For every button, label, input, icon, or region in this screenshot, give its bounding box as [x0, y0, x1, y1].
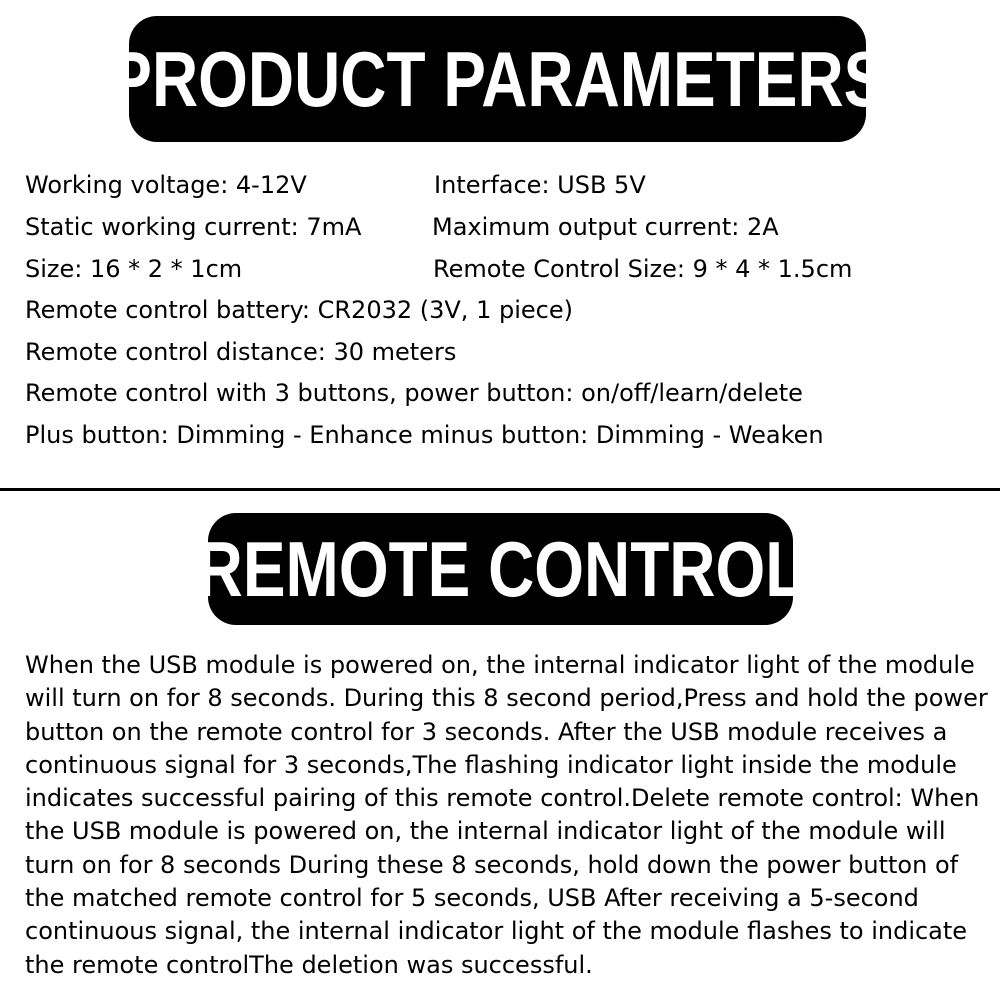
param-static-current: Static working current: 7mA	[25, 213, 362, 241]
param-plus-minus: Plus button: Dimming - Enhance minus button: Dimming - Weaken	[25, 421, 824, 449]
param-working-voltage: Working voltage: 4-12V	[25, 171, 307, 199]
product-parameters-banner	[109, 16, 887, 142]
param-max-output-current: Maximum output current: 2A	[432, 213, 779, 241]
param-interface: Interface: USB 5V	[434, 171, 646, 199]
remote-control-title: REMOTE CONTROL	[196, 524, 805, 613]
remote-control-instructions: When the USB module is powered on, the internal indicator light of the module will turn on for 8 seconds. During this 8 second period,Press and hold the power button on the remote control for 3 seconds. After the USB module receives a continuous signal for 3 seconds,The flashing indicator light inside the module indicates successful pairing of this remote control.Delete remote control: When the USB module is powered on, the internal indicator light of the module will turn on for 8 seconds During these 8 seconds, hold down the power button of the matched remote control for 5 seconds, USB After receiving a 5-second continuous signal, the internal indicator light of the module flashes to indicate the remote controlThe deletion was successful.	[25, 651, 988, 979]
param-battery: Remote control battery: CR2032 (3V, 1 piece)	[25, 296, 573, 324]
param-size: Size: 16 * 2 * 1cm	[25, 255, 243, 283]
param-buttons: Remote control with 3 buttons, power button: on/off/learn/delete	[25, 379, 803, 407]
param-distance: Remote control distance: 30 meters	[25, 338, 457, 366]
remote-control-banner	[196, 513, 805, 625]
product-parameters-title: PRODUCT PARAMETERS	[109, 34, 887, 123]
section-divider	[0, 488, 1000, 491]
param-remote-size: Remote Control Size: 9 * 4 * 1.5cm	[433, 255, 853, 283]
